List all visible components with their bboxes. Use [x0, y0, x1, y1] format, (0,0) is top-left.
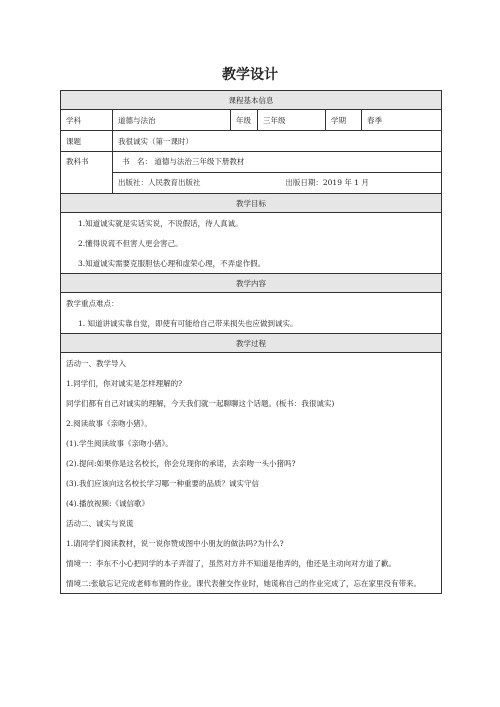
scenario-one: 情境一：李东不小心把同学的本子弄湿了，虽然对方并不知道是他弄的，他还是主动向对方道了歉。 [66, 559, 396, 568]
key-points-label: 教学重点难点： [66, 299, 119, 308]
textbook-row [61, 152, 442, 194]
topic-label: 课题 [61, 131, 113, 152]
process-line: 同学们都有自己对诚实的理解，今天我们就一起聊聊这个话题。(板书：我很诚实) [66, 399, 335, 408]
subject-value: 道德与法治 [113, 110, 231, 131]
goal-item: 3.知道诚实需要克服胆怯心理和虚荣心理，不弄虚作假。 [78, 259, 266, 268]
publisher-label: 出版社： [118, 178, 148, 187]
subject-row [61, 110, 442, 131]
book-name: 道德与法治三年级下册教材 [154, 157, 245, 166]
process-line: (1).学生阅读故事《亲吻小猪》。 [66, 439, 173, 448]
process-line: 2.阅读故事《亲吻小猪》。 [66, 419, 152, 428]
activity-heading: 活动一、教学导入 [66, 359, 126, 368]
process-row [61, 353, 442, 594]
lesson-plan-table [60, 90, 442, 594]
process-line: (2).提问:如果你是这名校长，你会兑现你的承诺，去亲吻一头小猪吗? [66, 459, 296, 468]
content-block [61, 293, 442, 334]
section-title: 教学内容 [61, 274, 442, 293]
section-header-goals [61, 194, 442, 213]
process-line: (4).播放视频:《诚信歌》 [66, 499, 150, 508]
publish-date: 2019 年 1 月 [322, 178, 369, 187]
grade-label: 年级 [231, 110, 258, 131]
term-label: 学期 [326, 110, 362, 131]
goal-item: 1.知道诚实就是实话实说，不说假话，待人真诚。 [78, 219, 243, 228]
section-header-content [61, 274, 442, 293]
section-title: 教学目标 [61, 194, 442, 213]
textbook-info [113, 152, 442, 194]
process-block [61, 353, 442, 594]
topic-row [61, 131, 442, 152]
scenario-two: 情境二:张敏忘记完成老师布置的作业。课代表催交作业时，她谎称自己的作业完成了，忘在家里没有带来。 [66, 579, 422, 588]
publisher: 人民教育出版社 [148, 178, 201, 187]
section-header-basic [61, 91, 442, 110]
term-value: 春季 [362, 110, 442, 131]
textbook-label: 教科书 [61, 152, 113, 194]
section-title: 课程基本信息 [61, 91, 442, 110]
content-row [61, 293, 442, 334]
goal-item: 2.懂得说谎不但害人更会害己。 [78, 239, 183, 248]
grade-value: 三年级 [258, 110, 326, 131]
section-header-process [61, 334, 442, 353]
process-line: (3).我们应该向这名校长学习哪一种重要的品质？诚实守信 [66, 479, 260, 488]
publisher-row [113, 172, 441, 193]
topic-value: 我很诚实（第一课时） [113, 131, 442, 152]
process-line: 1.请同学们阅读教材，说一说你赞成图中小朋友的做法吗?为什么? [66, 539, 284, 548]
publish-date-label: 出版日期： [285, 178, 323, 187]
book-name-row [113, 152, 441, 172]
subject-label: 学科 [61, 110, 113, 131]
process-line: 1.同学们，你对诚实是怎样理解的? [66, 379, 183, 388]
page-title: 教学设计 [222, 67, 278, 83]
key-point-item: 1. 知道讲诚实靠自觉，即使有可能给自己带来损失也应做到诚实。 [78, 319, 298, 328]
publisher-cell [118, 173, 283, 193]
book-name-label: 书 名： [122, 157, 152, 166]
goals-list [61, 213, 442, 274]
activity-heading: 活动二、诚实与说谎 [66, 519, 134, 528]
section-title: 教学过程 [61, 334, 442, 353]
goals-row [61, 213, 442, 274]
